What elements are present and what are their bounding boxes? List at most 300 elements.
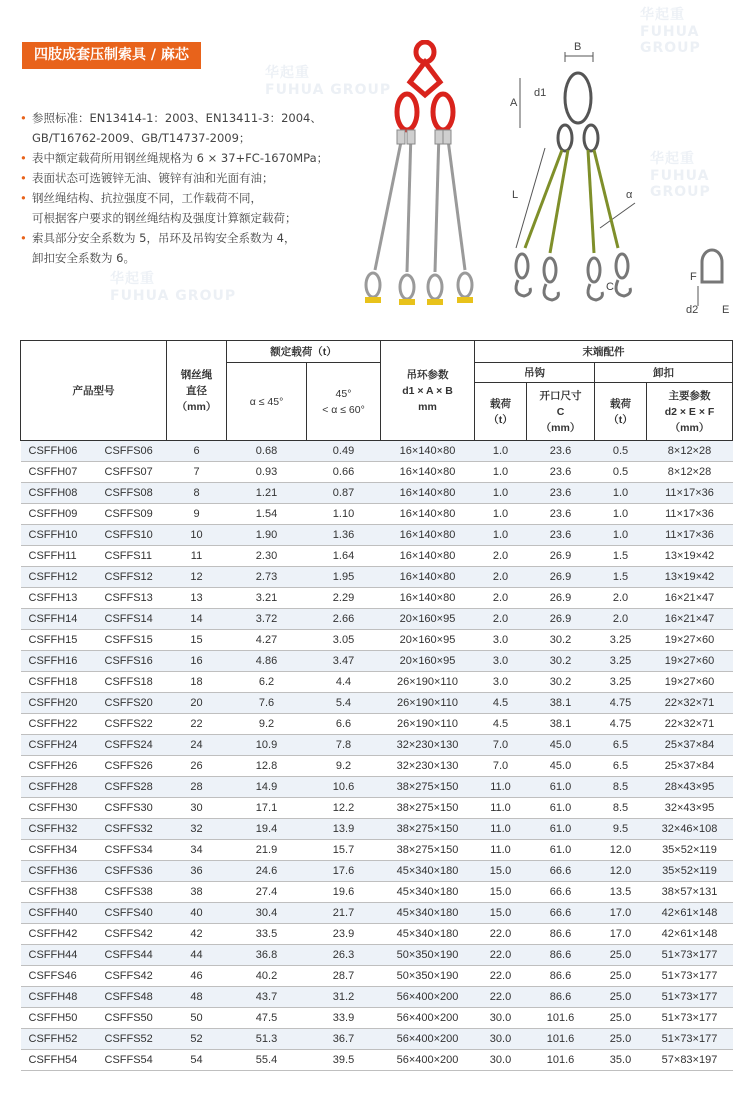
table-cell: 42 bbox=[167, 924, 227, 945]
table-cell: 0.87 bbox=[307, 483, 381, 504]
table-cell: 38×275×150 bbox=[381, 777, 475, 798]
table-cell: 38×57×131 bbox=[647, 882, 733, 903]
table-row bbox=[21, 1008, 733, 1029]
table-cell: 7.8 bbox=[307, 735, 381, 756]
table-cell: 56×400×200 bbox=[381, 1008, 475, 1029]
table-cell: 3.25 bbox=[595, 651, 647, 672]
table-cell: 4.5 bbox=[475, 714, 527, 735]
table-cell: CSFFS09 bbox=[97, 504, 167, 525]
table-cell: 36.7 bbox=[307, 1029, 381, 1050]
table-cell: 17.6 bbox=[307, 861, 381, 882]
table-cell: 40.2 bbox=[227, 966, 307, 987]
table-cell: CSFFS42 bbox=[97, 924, 167, 945]
table-cell: CSFFH06 bbox=[21, 441, 97, 462]
table-cell: 30.4 bbox=[227, 903, 307, 924]
table-cell: 6.5 bbox=[595, 756, 647, 777]
table-cell: 26.9 bbox=[527, 567, 595, 588]
table-cell: 45×340×180 bbox=[381, 861, 475, 882]
table-cell: 25×37×84 bbox=[647, 756, 733, 777]
spec-notes bbox=[20, 108, 370, 268]
table-cell: 25.0 bbox=[595, 987, 647, 1008]
table-cell: CSFFH22 bbox=[21, 714, 97, 735]
table-cell: 12.0 bbox=[595, 840, 647, 861]
table-row bbox=[21, 588, 733, 609]
table-cell: 16×21×47 bbox=[647, 609, 733, 630]
table-cell: 66.6 bbox=[527, 882, 595, 903]
table-cell: 16 bbox=[167, 651, 227, 672]
table-cell: 26×190×110 bbox=[381, 672, 475, 693]
table-cell: 25.0 bbox=[595, 1029, 647, 1050]
table-cell: CSFFS40 bbox=[97, 903, 167, 924]
table-cell: 3.0 bbox=[475, 630, 527, 651]
table-cell: CSFFS28 bbox=[97, 777, 167, 798]
table-cell: CSFFS34 bbox=[97, 840, 167, 861]
table-cell: CSFFS50 bbox=[97, 1008, 167, 1029]
table-cell: 11.0 bbox=[475, 798, 527, 819]
table-cell: 4.75 bbox=[595, 693, 647, 714]
table-cell: CSFFS32 bbox=[97, 819, 167, 840]
table-cell: 21.9 bbox=[227, 840, 307, 861]
table-row bbox=[21, 525, 733, 546]
table-cell: CSFFS26 bbox=[97, 756, 167, 777]
table-cell: 4.75 bbox=[595, 714, 647, 735]
table-cell: 8×12×28 bbox=[647, 441, 733, 462]
table-cell: CSFFS13 bbox=[97, 588, 167, 609]
table-cell: 51×73×177 bbox=[647, 945, 733, 966]
table-cell: CSFFH15 bbox=[21, 630, 97, 651]
table-cell: CSFFS14 bbox=[97, 609, 167, 630]
table-cell: 16×140×80 bbox=[381, 588, 475, 609]
table-cell: 25.0 bbox=[595, 966, 647, 987]
table-cell: CSFFS20 bbox=[97, 693, 167, 714]
table-cell: CSFFH44 bbox=[21, 945, 97, 966]
table-cell: 25.0 bbox=[595, 945, 647, 966]
table-cell: 45×340×180 bbox=[381, 903, 475, 924]
table-cell: 8 bbox=[167, 483, 227, 504]
table-cell: CSFFS06 bbox=[97, 441, 167, 462]
table-cell: 1.0 bbox=[475, 504, 527, 525]
table-cell: CSFFH20 bbox=[21, 693, 97, 714]
table-cell: 30.2 bbox=[527, 672, 595, 693]
table-cell: CSFFH08 bbox=[21, 483, 97, 504]
table-cell: 2.0 bbox=[475, 609, 527, 630]
label-l: L bbox=[512, 189, 519, 201]
label-alpha: α bbox=[626, 189, 633, 201]
table-row bbox=[21, 567, 733, 588]
table-cell: CSFFS38 bbox=[97, 882, 167, 903]
table-cell: 24 bbox=[167, 735, 227, 756]
table-cell: CSFFH42 bbox=[21, 924, 97, 945]
table-cell: 38×275×150 bbox=[381, 840, 475, 861]
table-cell: 4.27 bbox=[227, 630, 307, 651]
table-cell: 23.9 bbox=[307, 924, 381, 945]
table-cell: 22.0 bbox=[475, 966, 527, 987]
table-cell: 22×32×71 bbox=[647, 714, 733, 735]
table-cell: 34 bbox=[167, 840, 227, 861]
table-cell: 9.2 bbox=[227, 714, 307, 735]
col-ring-params: 吊环参数 d1 × A × B mm bbox=[381, 341, 475, 441]
table-cell: 2.73 bbox=[227, 567, 307, 588]
table-cell: CSFFH34 bbox=[21, 840, 97, 861]
table-cell: 27.4 bbox=[227, 882, 307, 903]
table-cell: CSFFH38 bbox=[21, 882, 97, 903]
table-row bbox=[21, 1029, 733, 1050]
table-cell: 86.6 bbox=[527, 924, 595, 945]
table-cell: 2.0 bbox=[475, 567, 527, 588]
col-hook: 吊钩 bbox=[475, 363, 595, 383]
table-cell: CSFFH40 bbox=[21, 903, 97, 924]
table-cell: 19×27×60 bbox=[647, 672, 733, 693]
label-b: B bbox=[574, 41, 582, 53]
table-cell: 15.7 bbox=[307, 840, 381, 861]
table-cell: 3.25 bbox=[595, 672, 647, 693]
table-cell: 15.0 bbox=[475, 861, 527, 882]
table-cell: 45×340×180 bbox=[381, 924, 475, 945]
table-cell: 1.5 bbox=[595, 567, 647, 588]
table-cell: 16×140×80 bbox=[381, 441, 475, 462]
table-cell: 26.9 bbox=[527, 609, 595, 630]
table-cell: 17.0 bbox=[595, 903, 647, 924]
table-cell: 16×21×47 bbox=[647, 588, 733, 609]
col-rope-diameter: 钢丝绳 直径 （mm） bbox=[167, 341, 227, 441]
table-cell: 38×275×150 bbox=[381, 819, 475, 840]
table-cell: 12.2 bbox=[307, 798, 381, 819]
table-cell: CSFFH52 bbox=[21, 1029, 97, 1050]
table-cell: CSFFH28 bbox=[21, 777, 97, 798]
table-cell: 1.10 bbox=[307, 504, 381, 525]
col-shackle-params: 主要参数 d2 × E × F （mm） bbox=[647, 383, 733, 441]
watermark: 华起重 FUHUA GROUP bbox=[110, 271, 237, 304]
table-row bbox=[21, 462, 733, 483]
table-row bbox=[21, 756, 733, 777]
table-cell: 47.5 bbox=[227, 1008, 307, 1029]
table-cell: 35×52×119 bbox=[647, 840, 733, 861]
table-cell: CSFFS46 bbox=[21, 966, 97, 987]
table-cell: 16×140×80 bbox=[381, 567, 475, 588]
col-angle-45: α ≤ 45° bbox=[227, 363, 307, 441]
table-cell: 15 bbox=[167, 630, 227, 651]
col-model: 产品型号 bbox=[21, 341, 167, 441]
table-cell: CSFFH09 bbox=[21, 504, 97, 525]
table-cell: 35×52×119 bbox=[647, 861, 733, 882]
table-cell: 26.9 bbox=[527, 588, 595, 609]
table-cell: 26×190×110 bbox=[381, 714, 475, 735]
col-rated-load: 额定载荷（t） bbox=[227, 341, 381, 363]
table-row bbox=[21, 672, 733, 693]
table-row bbox=[21, 966, 733, 987]
table-cell: 23.6 bbox=[527, 504, 595, 525]
table-cell: 52 bbox=[167, 1029, 227, 1050]
table-cell: 86.6 bbox=[527, 966, 595, 987]
table-cell: 9.5 bbox=[595, 819, 647, 840]
table-cell: 11.0 bbox=[475, 819, 527, 840]
table-row bbox=[21, 504, 733, 525]
spec-table bbox=[20, 340, 733, 1071]
table-cell: CSFFS07 bbox=[97, 462, 167, 483]
table-cell: CSFFS15 bbox=[97, 630, 167, 651]
table-cell: 1.0 bbox=[475, 441, 527, 462]
table-cell: 1.90 bbox=[227, 525, 307, 546]
table-cell: 55.4 bbox=[227, 1050, 307, 1071]
note-item-cont: GB/T16762-2009、GB/T14737-2009； bbox=[32, 131, 251, 145]
table-cell: CSFFH50 bbox=[21, 1008, 97, 1029]
table-cell: 32 bbox=[167, 819, 227, 840]
table-cell: 19×27×60 bbox=[647, 630, 733, 651]
table-cell: 17.1 bbox=[227, 798, 307, 819]
table-cell: 11×17×36 bbox=[647, 525, 733, 546]
note-item: • 钢丝绳结构、抗拉强度不同，工作载荷不同， bbox=[20, 188, 370, 208]
table-row bbox=[21, 441, 733, 462]
table-cell: 1.0 bbox=[475, 483, 527, 504]
table-cell: 23.6 bbox=[527, 441, 595, 462]
table-row bbox=[21, 735, 733, 756]
table-cell: 1.64 bbox=[307, 546, 381, 567]
table-cell: CSFFS52 bbox=[97, 1029, 167, 1050]
table-cell: 12 bbox=[167, 567, 227, 588]
table-cell: 3.0 bbox=[475, 651, 527, 672]
table-cell: 50 bbox=[167, 1008, 227, 1029]
table-cell: 54 bbox=[167, 1050, 227, 1071]
table-cell: 10.6 bbox=[307, 777, 381, 798]
table-cell: CSFFS18 bbox=[97, 672, 167, 693]
table-cell: 11.0 bbox=[475, 777, 527, 798]
table-cell: 32×46×108 bbox=[647, 819, 733, 840]
table-cell: CSFFS12 bbox=[97, 567, 167, 588]
table-row bbox=[21, 483, 733, 504]
table-cell: CSFFH54 bbox=[21, 1050, 97, 1071]
table-cell: 6.2 bbox=[227, 672, 307, 693]
table-cell: 33.5 bbox=[227, 924, 307, 945]
table-cell: 9 bbox=[167, 504, 227, 525]
table-cell: 22 bbox=[167, 714, 227, 735]
table-cell: 101.6 bbox=[527, 1029, 595, 1050]
table-cell: 26.3 bbox=[307, 945, 381, 966]
table-cell: 32×230×130 bbox=[381, 756, 475, 777]
table-cell: 1.36 bbox=[307, 525, 381, 546]
table-cell: 38.1 bbox=[527, 693, 595, 714]
table-row bbox=[21, 546, 733, 567]
table-row bbox=[21, 924, 733, 945]
table-cell: 25×37×84 bbox=[647, 735, 733, 756]
table-cell: 11×17×36 bbox=[647, 483, 733, 504]
table-cell: 16×140×80 bbox=[381, 483, 475, 504]
table-cell: 28×43×95 bbox=[647, 777, 733, 798]
table-cell: 1.54 bbox=[227, 504, 307, 525]
table-cell: 61.0 bbox=[527, 777, 595, 798]
table-cell: 12.0 bbox=[595, 861, 647, 882]
table-cell: CSFFH24 bbox=[21, 735, 97, 756]
table-cell: 9.2 bbox=[307, 756, 381, 777]
table-cell: 2.30 bbox=[227, 546, 307, 567]
table-cell: 4.5 bbox=[475, 693, 527, 714]
table-cell: 1.0 bbox=[475, 462, 527, 483]
table-row bbox=[21, 903, 733, 924]
page-title: 四肢成套压制索具 / 麻芯 bbox=[22, 42, 201, 69]
table-cell: 16×140×80 bbox=[381, 525, 475, 546]
table-cell: 3.25 bbox=[595, 630, 647, 651]
table-cell: 51×73×177 bbox=[647, 1029, 733, 1050]
table-cell: CSFFH18 bbox=[21, 672, 97, 693]
table-row bbox=[21, 861, 733, 882]
note-item: • 参照标准：EN13414-1：2003、EN13411-3：2004、 bbox=[20, 108, 370, 128]
table-cell: 20×160×95 bbox=[381, 630, 475, 651]
table-cell: 1.21 bbox=[227, 483, 307, 504]
table-cell: 45.0 bbox=[527, 735, 595, 756]
table-cell: 16×140×80 bbox=[381, 546, 475, 567]
table-cell: CSFFS10 bbox=[97, 525, 167, 546]
col-hook-load: 载荷 （t） bbox=[475, 383, 527, 441]
table-row bbox=[21, 693, 733, 714]
table-cell: 38 bbox=[167, 882, 227, 903]
table-cell: 23.6 bbox=[527, 525, 595, 546]
table-cell: 1.0 bbox=[475, 525, 527, 546]
table-cell: 32×230×130 bbox=[381, 735, 475, 756]
sling-diagram bbox=[490, 38, 740, 323]
table-cell: 39.5 bbox=[307, 1050, 381, 1071]
table-cell: 28 bbox=[167, 777, 227, 798]
table-cell: 22.0 bbox=[475, 945, 527, 966]
table-row bbox=[21, 798, 733, 819]
table-cell: 8.5 bbox=[595, 798, 647, 819]
note-item-cont: 可根据客户要求的钢丝绳结构及强度计算额定载荷； bbox=[32, 211, 297, 225]
table-cell: CSFFS22 bbox=[97, 714, 167, 735]
col-end-fittings: 末端配件 bbox=[475, 341, 733, 363]
table-row bbox=[21, 630, 733, 651]
table-cell: CSFFS42 bbox=[97, 966, 167, 987]
table-row bbox=[21, 714, 733, 735]
table-cell: CSFFH32 bbox=[21, 819, 97, 840]
table-cell: 4.4 bbox=[307, 672, 381, 693]
table-cell: 6 bbox=[167, 441, 227, 462]
table-cell: 5.4 bbox=[307, 693, 381, 714]
table-cell: 1.95 bbox=[307, 567, 381, 588]
table-cell: 50×350×190 bbox=[381, 945, 475, 966]
table-cell: 16×140×80 bbox=[381, 504, 475, 525]
table-cell: 0.68 bbox=[227, 441, 307, 462]
table-cell: 23.6 bbox=[527, 483, 595, 504]
table-cell: 48 bbox=[167, 987, 227, 1008]
table-cell: 43.7 bbox=[227, 987, 307, 1008]
table-cell: 6.5 bbox=[595, 735, 647, 756]
table-cell: CSFFH07 bbox=[21, 462, 97, 483]
table-cell: 61.0 bbox=[527, 798, 595, 819]
note-item: • 表中额定载荷所用钢丝绳规格为 6 × 37+FC-1670MPa； bbox=[20, 148, 370, 168]
table-cell: 4.86 bbox=[227, 651, 307, 672]
table-cell: CSFFS11 bbox=[97, 546, 167, 567]
table-cell: CSFFS36 bbox=[97, 861, 167, 882]
note-item-cont: 卸扣安全系数为 6。 bbox=[32, 251, 135, 265]
table-cell: 11 bbox=[167, 546, 227, 567]
table-cell: 86.6 bbox=[527, 987, 595, 1008]
table-cell: 15.0 bbox=[475, 903, 527, 924]
table-cell: 22.0 bbox=[475, 924, 527, 945]
col-hook-opening: 开口尺寸 C （mm） bbox=[527, 383, 595, 441]
col-shackle-load: 载荷 （t） bbox=[595, 383, 647, 441]
label-e: E bbox=[722, 304, 730, 316]
table-cell: 1.0 bbox=[595, 525, 647, 546]
table-cell: 2.0 bbox=[595, 609, 647, 630]
table-cell: 1.0 bbox=[595, 483, 647, 504]
table-cell: 0.66 bbox=[307, 462, 381, 483]
table-cell: 66.6 bbox=[527, 861, 595, 882]
table-row bbox=[21, 609, 733, 630]
table-row bbox=[21, 819, 733, 840]
table-cell: 51.3 bbox=[227, 1029, 307, 1050]
table-cell: 10 bbox=[167, 525, 227, 546]
label-a: A bbox=[510, 97, 518, 109]
table-cell: 32×43×95 bbox=[647, 798, 733, 819]
watermark: 华起重 FUHUA GROUP bbox=[265, 65, 392, 98]
table-cell: 13×19×42 bbox=[647, 567, 733, 588]
watermark: 华起重 FUHUA GROUP bbox=[650, 151, 711, 200]
table-cell: 20 bbox=[167, 693, 227, 714]
table-cell: CSFFH26 bbox=[21, 756, 97, 777]
table-cell: 51×73×177 bbox=[647, 987, 733, 1008]
sling-photo bbox=[355, 40, 495, 310]
table-cell: 51×73×177 bbox=[647, 1008, 733, 1029]
note-item: • 索具部分安全系数为 5，吊环及吊钩安全系数为 4， bbox=[20, 228, 370, 248]
table-cell: 11×17×36 bbox=[647, 504, 733, 525]
table-cell: CSFFS44 bbox=[97, 945, 167, 966]
table-cell: 15.0 bbox=[475, 882, 527, 903]
table-cell: CSFFH36 bbox=[21, 861, 97, 882]
watermark: 华起重 FUHUA GROUP bbox=[640, 7, 701, 56]
table-cell: 30.2 bbox=[527, 651, 595, 672]
table-cell: 22.0 bbox=[475, 987, 527, 1008]
col-shackle: 卸扣 bbox=[595, 363, 733, 383]
table-cell: 3.47 bbox=[307, 651, 381, 672]
table-cell: 2.29 bbox=[307, 588, 381, 609]
table-cell: 19×27×60 bbox=[647, 651, 733, 672]
table-cell: 2.0 bbox=[475, 588, 527, 609]
table-cell: 13×19×42 bbox=[647, 546, 733, 567]
table-cell: 56×400×200 bbox=[381, 1029, 475, 1050]
table-cell: 3.21 bbox=[227, 588, 307, 609]
table-cell: 45×340×180 bbox=[381, 882, 475, 903]
table-cell: 42×61×148 bbox=[647, 924, 733, 945]
table-cell: 0.5 bbox=[595, 462, 647, 483]
table-cell: CSFFS08 bbox=[97, 483, 167, 504]
table-cell: 101.6 bbox=[527, 1050, 595, 1071]
table-cell: 31.2 bbox=[307, 987, 381, 1008]
table-cell: 46 bbox=[167, 966, 227, 987]
table-cell: 30.0 bbox=[475, 1029, 527, 1050]
table-cell: CSFFS16 bbox=[97, 651, 167, 672]
table-cell: CSFFH48 bbox=[21, 987, 97, 1008]
table-cell: 56×400×200 bbox=[381, 1050, 475, 1071]
table-cell: 40 bbox=[167, 903, 227, 924]
table-cell: 35.0 bbox=[595, 1050, 647, 1071]
table-cell: 13.5 bbox=[595, 882, 647, 903]
table-cell: CSFFH30 bbox=[21, 798, 97, 819]
table-cell: 2.66 bbox=[307, 609, 381, 630]
table-cell: CSFFS24 bbox=[97, 735, 167, 756]
table-row bbox=[21, 651, 733, 672]
table-cell: 8×12×28 bbox=[647, 462, 733, 483]
table-cell: 10.9 bbox=[227, 735, 307, 756]
table-cell: CSFFS54 bbox=[97, 1050, 167, 1071]
table-cell: 1.5 bbox=[595, 546, 647, 567]
table-cell: 22×32×71 bbox=[647, 693, 733, 714]
table-cell: 13.9 bbox=[307, 819, 381, 840]
table-cell: 56×400×200 bbox=[381, 987, 475, 1008]
table-cell: 44 bbox=[167, 945, 227, 966]
table-cell: 14 bbox=[167, 609, 227, 630]
table-cell: 21.7 bbox=[307, 903, 381, 924]
table-cell: 17.0 bbox=[595, 924, 647, 945]
table-cell: 61.0 bbox=[527, 819, 595, 840]
table-cell: 3.05 bbox=[307, 630, 381, 651]
